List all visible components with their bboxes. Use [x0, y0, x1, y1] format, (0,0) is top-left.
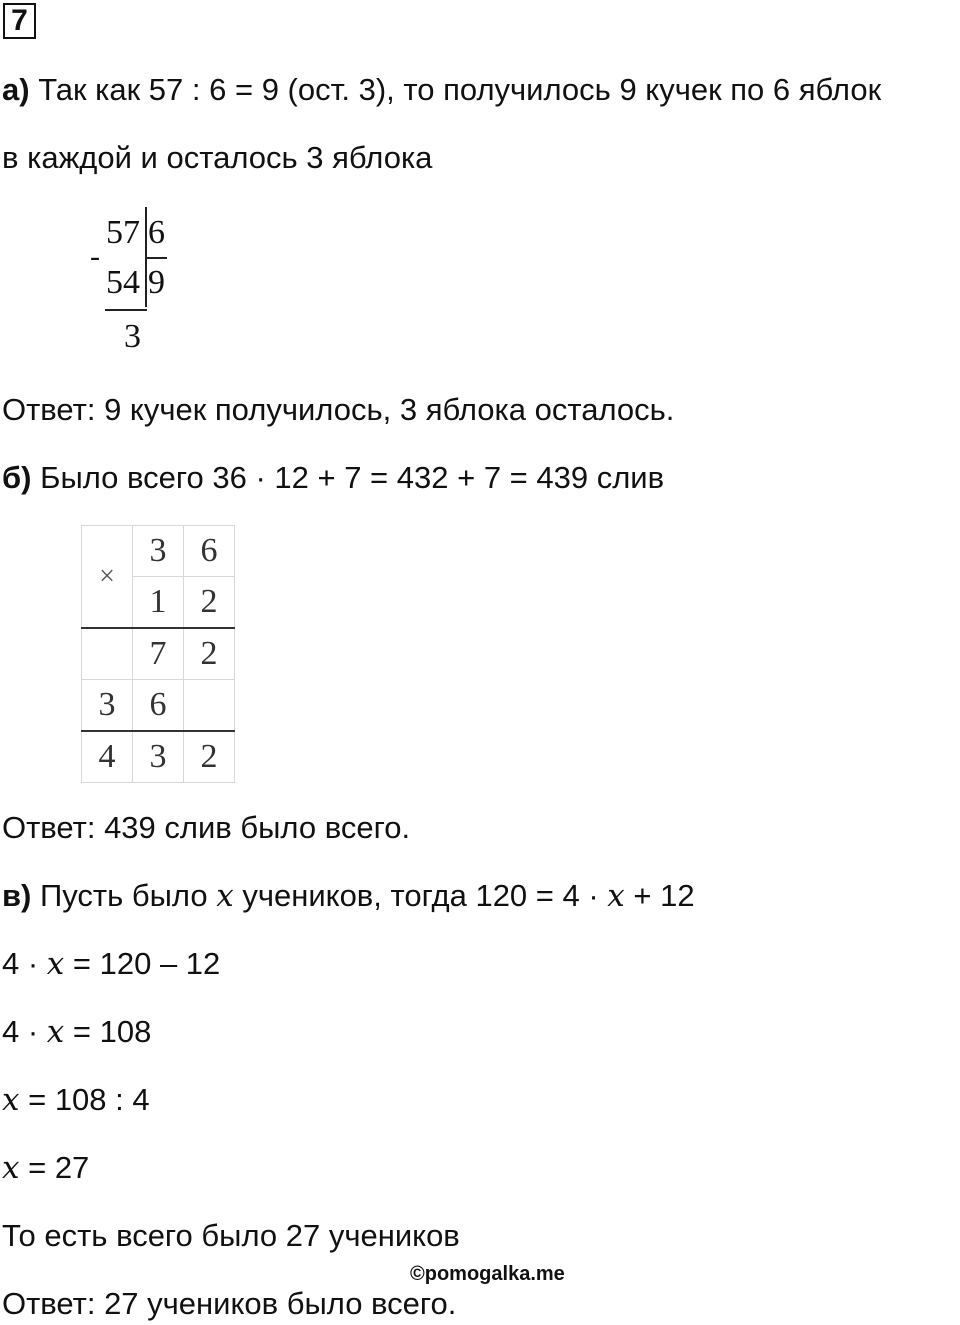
multiplication-table	[81, 525, 235, 783]
part-c-conclusion: То есть всего было 27 учеников	[2, 1218, 460, 1253]
table-row	[82, 628, 235, 680]
variable-x: x	[2, 1150, 20, 1186]
long-division	[88, 205, 188, 355]
table-cell	[184, 680, 235, 732]
equation-text: 4 ·	[2, 946, 47, 981]
table-cell	[82, 628, 133, 680]
part-a-answer: Ответ: 9 кучек получилось, 3 яблока осталось.	[2, 392, 675, 427]
table-cell: 7	[133, 628, 184, 680]
part-c-text-c: + 12	[624, 878, 695, 913]
part-c-text-b: учеников, тогда 120 = 4 ·	[233, 878, 608, 913]
table-cell: 4	[82, 731, 133, 783]
equation-text: 4 ·	[2, 1014, 47, 1049]
part-c-label: в)	[2, 878, 32, 913]
watermark: ©pomogalka.me	[410, 1263, 565, 1285]
multiply-sign: ×	[82, 526, 133, 629]
division-minus-sign: -	[90, 240, 100, 273]
table-cell: 3	[82, 680, 133, 732]
variable-x: x	[46, 946, 65, 982]
table-row	[82, 526, 235, 577]
equation-4	[2, 1148, 89, 1188]
equation-2	[2, 1012, 151, 1052]
division-divisor: 6	[148, 214, 165, 251]
table-row	[82, 680, 235, 732]
part-a-line1	[2, 70, 881, 110]
task-number-badge: 7	[3, 3, 36, 39]
variable-x: x	[607, 878, 625, 914]
part-a-line2: в каждой и осталось 3 яблока	[2, 140, 433, 175]
variable-x: x	[46, 1014, 65, 1050]
table-cell: 6	[184, 526, 235, 577]
part-c-line1	[2, 876, 695, 916]
part-a-label: а)	[2, 72, 30, 107]
division-product: 54	[106, 264, 140, 301]
part-b-label: б)	[2, 460, 32, 495]
equation-text: = 108	[64, 1014, 152, 1049]
part-b-line	[2, 458, 664, 498]
division-underline	[105, 309, 147, 311]
table-cell: 6	[133, 680, 184, 732]
variable-x: x	[2, 1082, 20, 1118]
table-cell: 2	[184, 731, 235, 783]
equation-1	[2, 944, 220, 984]
equation-text: = 120 – 12	[64, 946, 221, 981]
table-cell: 2	[184, 577, 235, 629]
table-cell: 1	[133, 577, 184, 629]
table-cell: 3	[133, 731, 184, 783]
division-quotient-line	[145, 257, 167, 259]
division-dividend: 57	[106, 214, 140, 251]
part-b-text: Было всего 36 · 12 + 7 = 432 + 7 = 439 слив	[31, 460, 665, 495]
variable-x: x	[216, 878, 234, 914]
part-c-answer: Ответ: 27 учеников было всего.	[2, 1286, 457, 1321]
table-row	[82, 731, 235, 783]
equation-3	[2, 1080, 150, 1120]
part-c-text-a: Пусть было	[31, 878, 217, 913]
division-remainder: 3	[124, 318, 141, 355]
equation-text: = 108 : 4	[19, 1082, 150, 1117]
equation-text: = 27	[19, 1150, 90, 1185]
division-quotient: 9	[148, 264, 165, 301]
table-cell: 3	[133, 526, 184, 577]
part-a-text1: Так как 57 : 6 = 9 (ост. 3), то получилось 9 кучек по 6 яблок	[29, 72, 882, 107]
part-b-answer: Ответ: 439 слив было всего.	[2, 810, 411, 845]
table-cell: 2	[184, 628, 235, 680]
